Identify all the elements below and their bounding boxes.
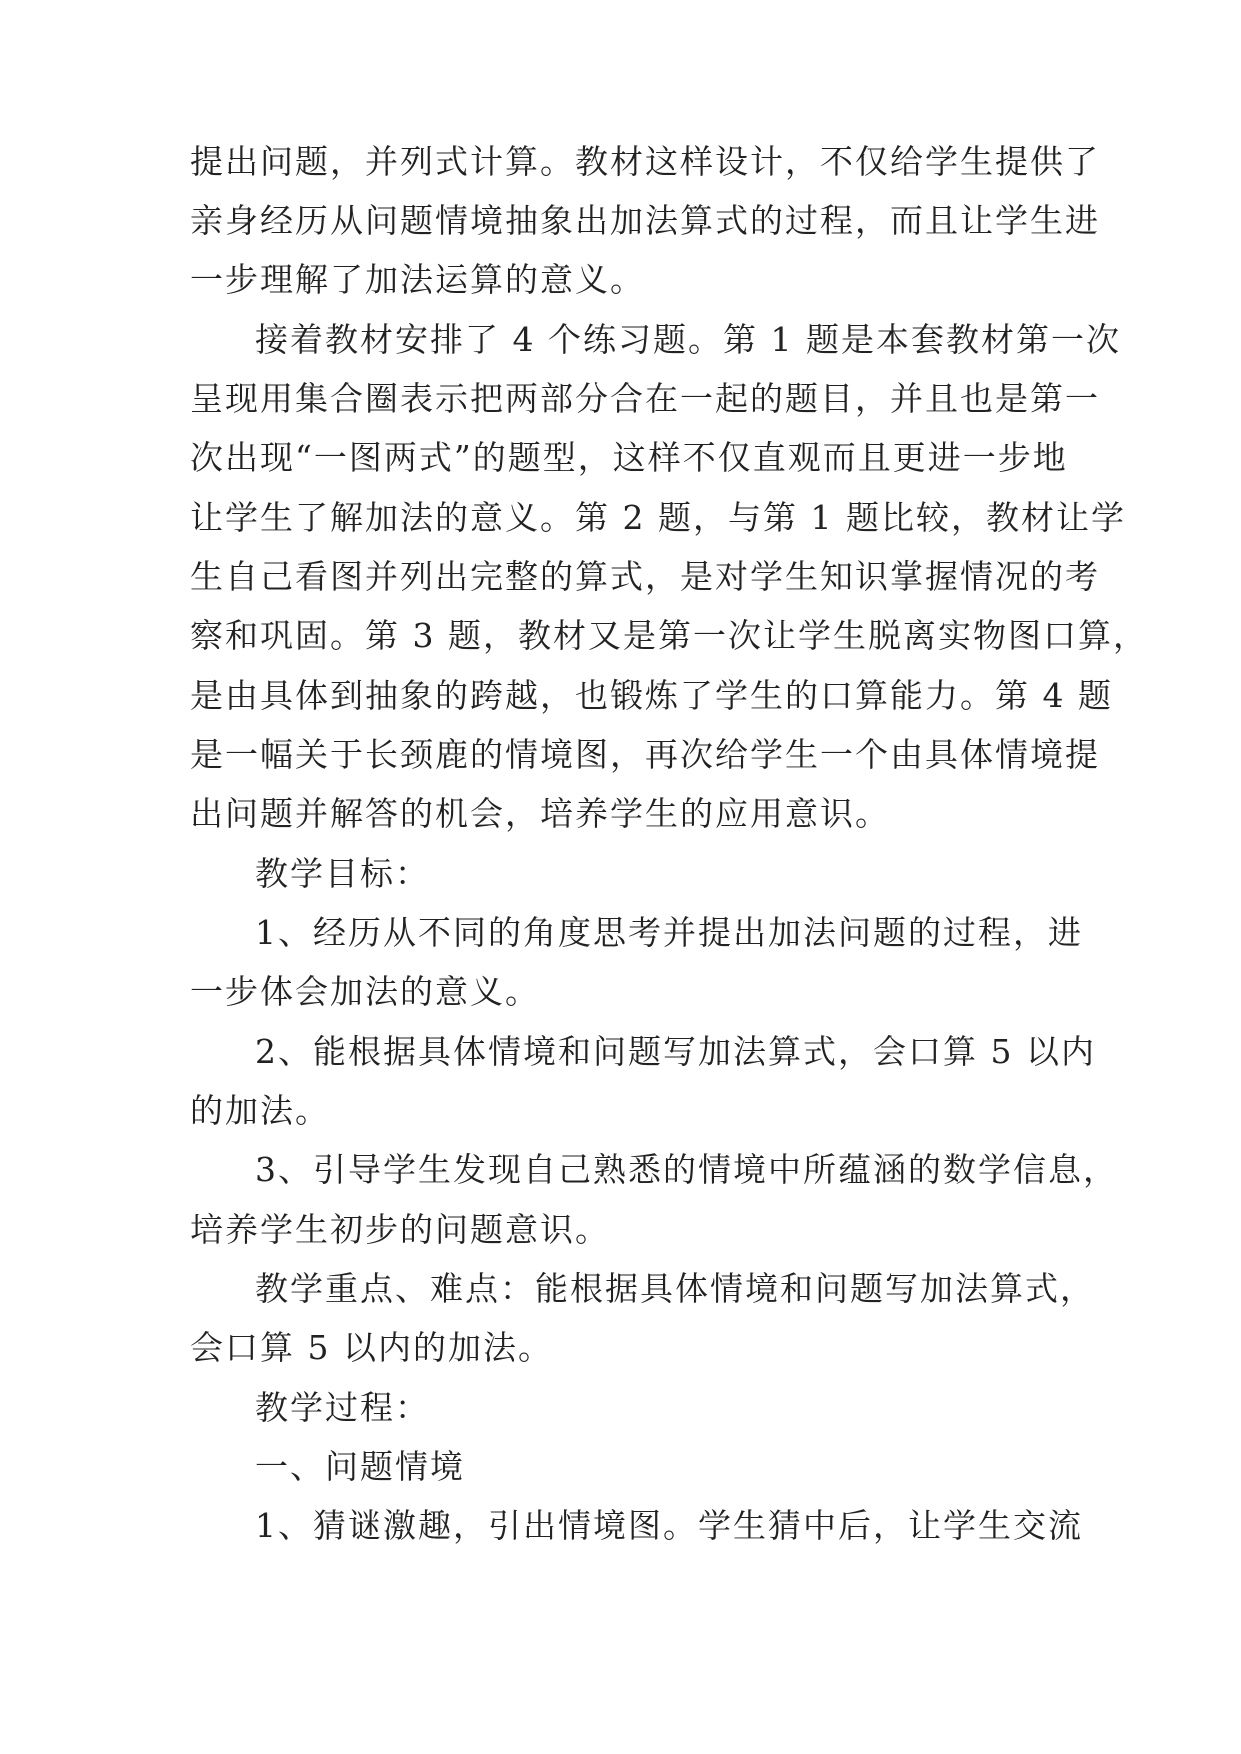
section-heading: 教学目标：: [255, 854, 430, 893]
text-line: 提出问题，并列式计算。教材这样设计，不仅给学生提供了: [190, 142, 1100, 181]
text-line: 会口算 5 以内的加法。: [190, 1328, 553, 1367]
text-line: 1、经历从不同的角度思考并提出加法问题的过程，进: [255, 913, 1083, 952]
text-line: 察和巩固。第 3 题，教材又是第一次让学生脱离实物图口算，: [190, 616, 1148, 655]
text-line: 是由具体到抽象的跨越，也锻炼了学生的口算能力。第 4 题: [190, 676, 1113, 715]
section-heading: 教学过程：: [255, 1388, 430, 1427]
text-line: 接着教材安排了 4 个练习题。第 1 题是本套教材第一次: [255, 320, 1121, 359]
text-line: 2、能根据具体情境和问题写加法算式，会口算 5 以内: [255, 1032, 1096, 1071]
text-line: 一步理解了加法运算的意义。: [190, 260, 645, 299]
text-line: 亲身经历从问题情境抽象出加法算式的过程，而且让学生进: [190, 201, 1100, 240]
text-line: 教学重点、难点：能根据具体情境和问题写加法算式，: [255, 1269, 1095, 1308]
text-line: 一步体会加法的意义。: [190, 972, 540, 1011]
text-line: 1、猜谜激趣，引出情境图。学生猜中后，让学生交流: [255, 1506, 1083, 1545]
text-line: 出问题并解答的机会，培养学生的应用意识。: [190, 794, 890, 833]
text-line: 生自己看图并列出完整的算式，是对学生知识掌握情况的考: [190, 557, 1100, 596]
text-line: 培养学生初步的问题意识。: [190, 1210, 610, 1249]
text-line: 3、引导学生发现自己熟悉的情境中所蕴涵的数学信息，: [255, 1150, 1118, 1189]
section-heading: 一、问题情境: [255, 1447, 465, 1486]
text-line: 呈现用集合圈表示把两部分合在一起的题目，并且也是第一: [190, 379, 1100, 418]
text-line: 是一幅关于长颈鹿的情境图，再次给学生一个由具体情境提: [190, 735, 1100, 774]
text-line: 让学生了解加法的意义。第 2 题，与第 1 题比较，教材让学: [190, 498, 1126, 537]
text-line: 次出现“一图两式”的题型，这样不仅直观而且更进一步地: [190, 438, 1068, 477]
text-line: 的加法。: [190, 1091, 330, 1130]
